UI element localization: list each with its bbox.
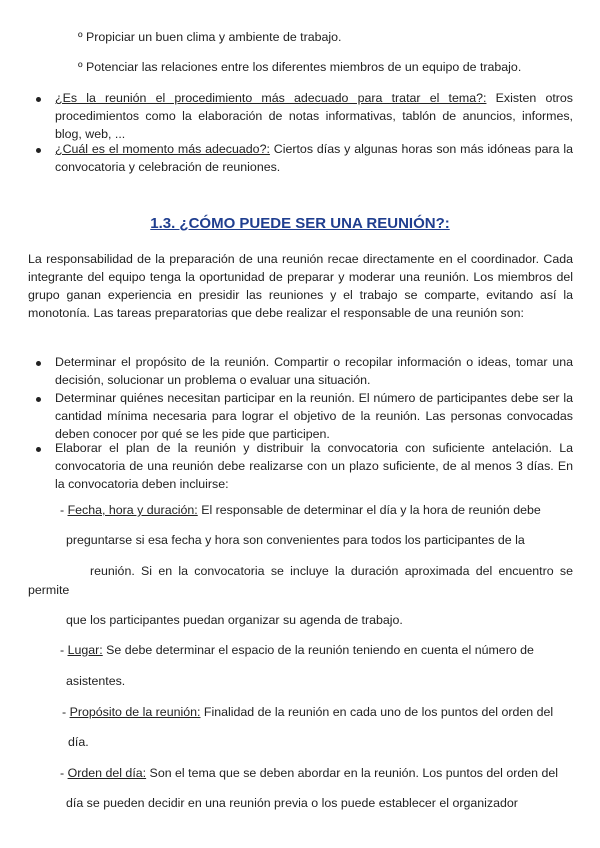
question-item [55,89,573,143]
bullet-icon [36,148,41,153]
task-item: Determinar el propósito de la reunión. Compartir o recopilar información o ideas, tomar una decisión, solucionar un problema o evaluar una situación. [55,355,573,387]
detail-text: permite [28,583,70,597]
question-text: Ciertos días y algunas horas son más idóneas para la convocatoria y celebración de reuniones. [55,142,573,174]
task-item: Determinar quiénes necesitan participar en la reunión. El número de participantes debe ser la cantidad mínima necesaria para lograr el objetivo de la reunión. Las personas convocadas deben conocer por qué se les pide que participen. [55,391,573,441]
detail-text: asistentes. [66,674,126,688]
detail-orden: - Orden del día: Son el tema que se deben abordar en la reunión. Los puntos del orden del [60,766,559,780]
detail-text: reunión. Si en la convocatoria se incluye la duración aproximada del encuentro se [90,564,573,578]
detail-label: Lugar: [67,643,103,657]
detail-text: día se pueden decidir en una reunión previa o los puede establecer el organizador [66,796,518,810]
bullet-icon [36,97,41,102]
sub-item: º Propiciar un buen clima y ambiente de trabajo. [78,30,342,44]
detail-text: que los participantes puedan organizar su agenda de trabajo. [66,613,403,627]
section-title: 1.3. ¿CÓMO PUEDE SER UNA REUNIÓN?: [150,215,450,232]
detail-text: Son el tema que se deben abordar en la reunión. Los puntos del orden del [146,766,559,780]
bullet-icon [36,361,41,366]
detail-fecha: - Fecha, hora y duración: El responsable de determinar el día y la hora de reunión debe [60,503,541,517]
question-item [55,140,573,176]
detail-lugar: - Lugar: Se debe determinar el espacio de la reunión teniendo en cuenta el número de [60,643,534,657]
detail-proposito: - Propósito de la reunión: Finalidad de la reunión en cada uno de los puntos del orden del [62,705,554,719]
detail-text: El responsable de determinar el día y la hora de reunión debe [197,503,541,517]
detail-label: Orden del día: [67,766,147,780]
sub-item: º Potenciar las relaciones entre los diferentes miembros de un equipo de trabajo. [78,60,522,74]
bullet-icon [36,447,41,452]
question-label: ¿Cuál es el momento más adecuado?: [55,142,270,156]
detail-label: Propósito de la reunión: [69,705,201,719]
detail-text: Finalidad de la reunión en cada uno de los puntos del orden del [200,705,554,719]
question-label: ¿Es la reunión el procedimiento más adecuado para tratar el tema?: [55,91,487,105]
bullet-icon [36,397,41,402]
task-item: Elaborar el plan de la reunión y distribuir la convocatoria con suficiente antelación. La convocatoria de una reunión debe realizarse con un plazo suficiente, de al menos 3 días. En la convocatoria deben incluirse: [55,441,573,491]
detail-label: Fecha, hora y duración: [67,503,198,517]
detail-text: día. [68,735,89,749]
intro-paragraph: La responsabilidad de la preparación de una reunión recae directamente en el coordinador. Cada integrante del equipo tenga la oportunidad de preparar y moderar una reunión. Los miembros del grupo ganan experiencia en presidir las reuniones y el trabajo se comparte, evitando así la monotonía. Las tareas preparatorias que debe realizar el responsable de una reunión son: [28,252,573,320]
question-text: Existen otros procedimientos como la elaboración de notas informativas, tablón de anuncios, informes, blog, web, ... [55,91,573,141]
detail-text: Se debe determinar el espacio de la reunión teniendo en cuenta el número de [102,643,534,657]
detail-text: preguntarse si esa fecha y hora son convenientes para todos los participantes de la [66,533,525,547]
